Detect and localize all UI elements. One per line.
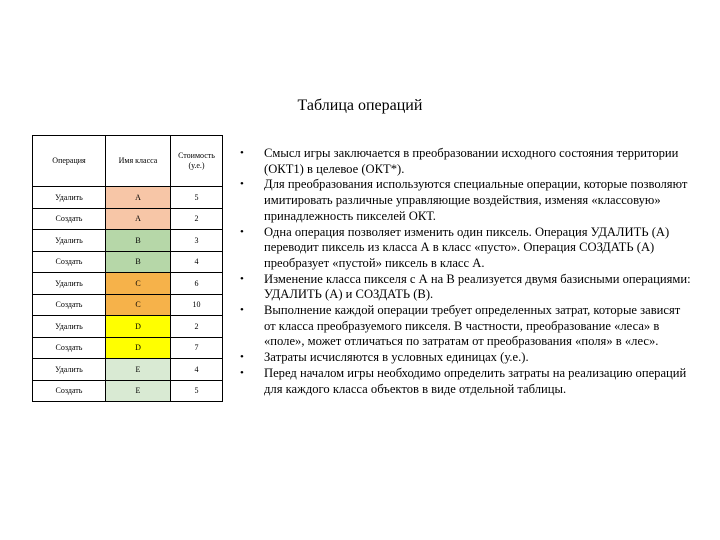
cost-cell: 4 bbox=[171, 359, 223, 381]
table-row bbox=[33, 380, 223, 402]
class-cell: A bbox=[106, 187, 171, 209]
bullet-dot-icon: • bbox=[240, 147, 244, 159]
cost-cell: 10 bbox=[171, 294, 223, 316]
table-row bbox=[33, 273, 223, 295]
class-cell: D bbox=[106, 337, 171, 359]
bullet-text: Смысл игры заключается в преобразовании исходного состояния территории (ОКТ1) в целевое (ОКТ*). bbox=[264, 146, 679, 176]
class-cell: A bbox=[106, 208, 171, 230]
cost-cell: 7 bbox=[171, 337, 223, 359]
bullet-dot-icon: • bbox=[240, 272, 244, 285]
class-cell: C bbox=[106, 273, 171, 295]
table-row bbox=[33, 337, 223, 359]
cost-cell: 2 bbox=[171, 208, 223, 230]
table-row bbox=[33, 316, 223, 338]
bullet-dot-icon: • bbox=[240, 225, 244, 238]
table-row bbox=[33, 187, 223, 209]
bullet-text: Для преобразования используются специальные операции, которые позволяют имитировать различные управляющие воздействия, изменяя «классовую» принадлежность пикселей ОКТ. bbox=[264, 177, 688, 223]
table-header-row bbox=[33, 136, 223, 187]
class-cell: B bbox=[106, 251, 171, 273]
bullet-item bbox=[240, 272, 695, 303]
cost-cell: 3 bbox=[171, 230, 223, 252]
bullet-dot-icon: • bbox=[240, 304, 244, 317]
operation-cell: Удалить bbox=[33, 359, 106, 381]
operation-cell: Создать bbox=[33, 337, 106, 359]
bullet-dot-icon: • bbox=[240, 366, 244, 379]
table-row bbox=[33, 294, 223, 316]
table-row bbox=[33, 359, 223, 381]
header-cost: Стоимость (у.е.) bbox=[171, 136, 223, 187]
class-cell: E bbox=[106, 380, 171, 402]
operation-cell: Удалить bbox=[33, 187, 106, 209]
cost-cell: 6 bbox=[171, 273, 223, 295]
cost-cell: 4 bbox=[171, 251, 223, 273]
bullet-text: Изменение класса пикселя с А на В реализуется двумя базисными операциями: УДАЛИТЬ (А) и СОЗДАТЬ (В). bbox=[264, 271, 691, 302]
operations-table bbox=[32, 135, 223, 402]
bullet-item bbox=[240, 177, 695, 224]
table-row bbox=[33, 251, 223, 273]
header-operation: Операция bbox=[33, 136, 106, 187]
bullet-item bbox=[240, 366, 695, 397]
class-cell: E bbox=[106, 359, 171, 381]
bullet-text: Выполнение каждой операции требует определенных затрат, которые зависят от класса преобразуемого пикселя. В частности, преобразование «леса» в «поле», может отличаться по затратам от преобразования «поля» в «лес». bbox=[264, 303, 681, 349]
bullet-text: Затраты исчисляются в условных единицах (у.е.). bbox=[264, 350, 529, 365]
bullet-text: Одна операция позволяет изменить один пиксель. Операция УДАЛИТЬ (А) переводит пиксель из класса А в класс «пусто». Операция СОЗДАТЬ (А) преобразует «пустой» пиксель в класс А. bbox=[264, 224, 670, 270]
bullet-item bbox=[240, 350, 695, 366]
bullet-dot-icon: • bbox=[240, 351, 244, 364]
operation-cell: Создать bbox=[33, 208, 106, 230]
operation-cell: Удалить bbox=[33, 230, 106, 252]
bullet-text: Перед началом игры необходимо определить затраты на реализацию операций для каждого класса объектов в виде отдельной таблицы. bbox=[264, 365, 687, 396]
slide-title: Таблица операций bbox=[297, 97, 423, 114]
class-cell: D bbox=[106, 316, 171, 338]
bullet-dot-icon: • bbox=[240, 178, 244, 191]
table-row bbox=[33, 208, 223, 230]
operation-cell: Создать bbox=[33, 294, 106, 316]
bullet-list bbox=[240, 146, 695, 397]
operation-cell: Удалить bbox=[33, 273, 106, 295]
bullet-item bbox=[240, 225, 695, 272]
table-row bbox=[33, 230, 223, 252]
class-cell: B bbox=[106, 230, 171, 252]
bullet-item bbox=[240, 146, 695, 177]
operation-cell: Создать bbox=[33, 251, 106, 273]
cost-cell: 5 bbox=[171, 380, 223, 402]
operation-cell: Удалить bbox=[33, 316, 106, 338]
bullet-item bbox=[240, 303, 695, 350]
class-cell: C bbox=[106, 294, 171, 316]
cost-cell: 2 bbox=[171, 316, 223, 338]
operation-cell: Создать bbox=[33, 380, 106, 402]
header-class-name: Имя класса bbox=[106, 136, 171, 187]
cost-cell: 5 bbox=[171, 187, 223, 209]
